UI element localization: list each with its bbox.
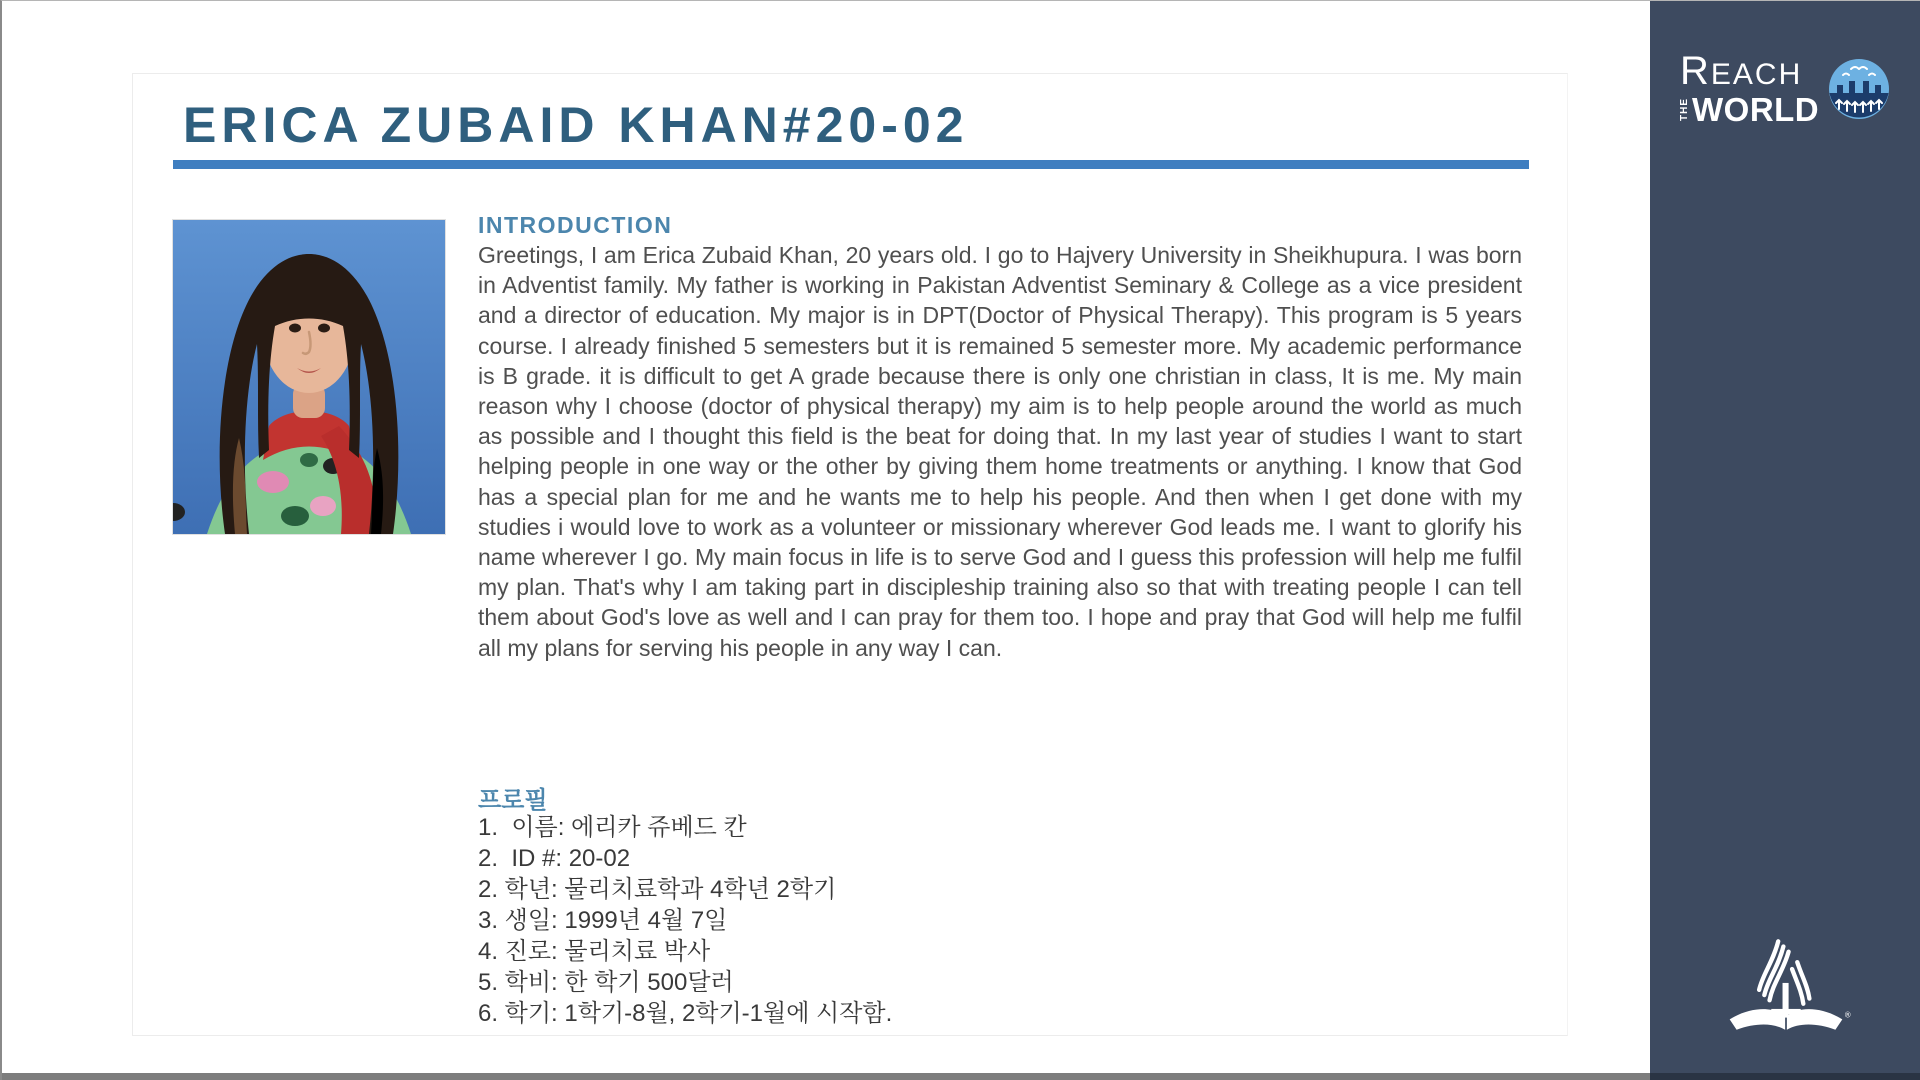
page-title: ERICA ZUBAID KHAN#20-02 [183, 97, 969, 153]
student-photo-image [173, 220, 445, 534]
sidebar [1650, 1, 1920, 1073]
registered-trademark: ® [1844, 1010, 1851, 1020]
introduction-paragraph: Greetings, I am Erica Zubaid Khan, 20 years old. I go to Hajvery University in Sheikhupura. I was born in Adventist family. My father is working in Pakistan Adventist Seminary & College as a vice president and a director of education. My major is in DPT(Doctor of Physical Therapy). This program is 5 years course. I already finished 5 semesters but it is remained 5 semester more. My academic performance is B grade. it is difficult to get A grade because there is only one christian in class, It is me. My main reason why I choose (doctor of physical therapy) my aim is to help people around the world as much as possible and I thought this field is the beat for doing that. In my last year of studies I want to start helping people in one way or the other by giving them home treatments or anything. I know that God has a special plan for me and he wants me to help his people. And then when I get done with my studies i would love to work as a volunteer or missionary wherever God leads me. I want to glorify his name wherever I go. My main focus in life is to serve God and I guess this profession will help me fulfil my plan. That's why I am taking part in discipleship training also so that with treating people I can tell them about God's love as well and I can pray for them too. I hope and pray that God will help me fulfil all my plans for serving his people in any way I can. [478, 242, 1522, 661]
adventist-flame-book-icon [1721, 929, 1851, 1049]
profile-item-year: 2. 학년: 물리치료학과 4학년 2학기 [478, 876, 837, 903]
student-photo [173, 220, 445, 534]
title-underline [173, 160, 1529, 169]
globe-icon [1827, 57, 1891, 121]
adventist-church-logo [1721, 929, 1851, 1049]
the-word: THE [1679, 98, 1690, 121]
profile-item-semester: 6. 학기: 1학기-8월, 2학기-1월에 시작함. [478, 1000, 893, 1027]
profile-item-career: 4. 진로: 물리치료 박사 [478, 938, 711, 965]
profile-heading: 프로필 [478, 787, 548, 814]
bottom-bar [2, 1073, 1920, 1080]
bottom-bar-navy [1650, 1073, 1920, 1080]
profile-item-tuition: 5. 학비: 한 학기 500달러 [478, 969, 734, 996]
profile-item-id: 2. ID #: 20-02 [478, 845, 631, 872]
world-word: WORLD [1692, 91, 1820, 128]
reach-the-world-wordmark [1680, 51, 1819, 126]
introduction-heading: INTRODUCTION [478, 212, 673, 238]
reach-word-rest: EACH [1710, 58, 1803, 91]
profile-list [478, 812, 1378, 1029]
reach-word-initial: R [1680, 49, 1711, 93]
content-card [132, 73, 1568, 1036]
profile-item-name: 1. 이름: 에리카 쥬베드 칸 [478, 814, 747, 841]
bottom-bar-gray [2, 1073, 1650, 1080]
reach-the-world-logo [1680, 51, 1891, 126]
profile-item-birthday: 3. 생일: 1999년 4월 7일 [478, 907, 728, 934]
